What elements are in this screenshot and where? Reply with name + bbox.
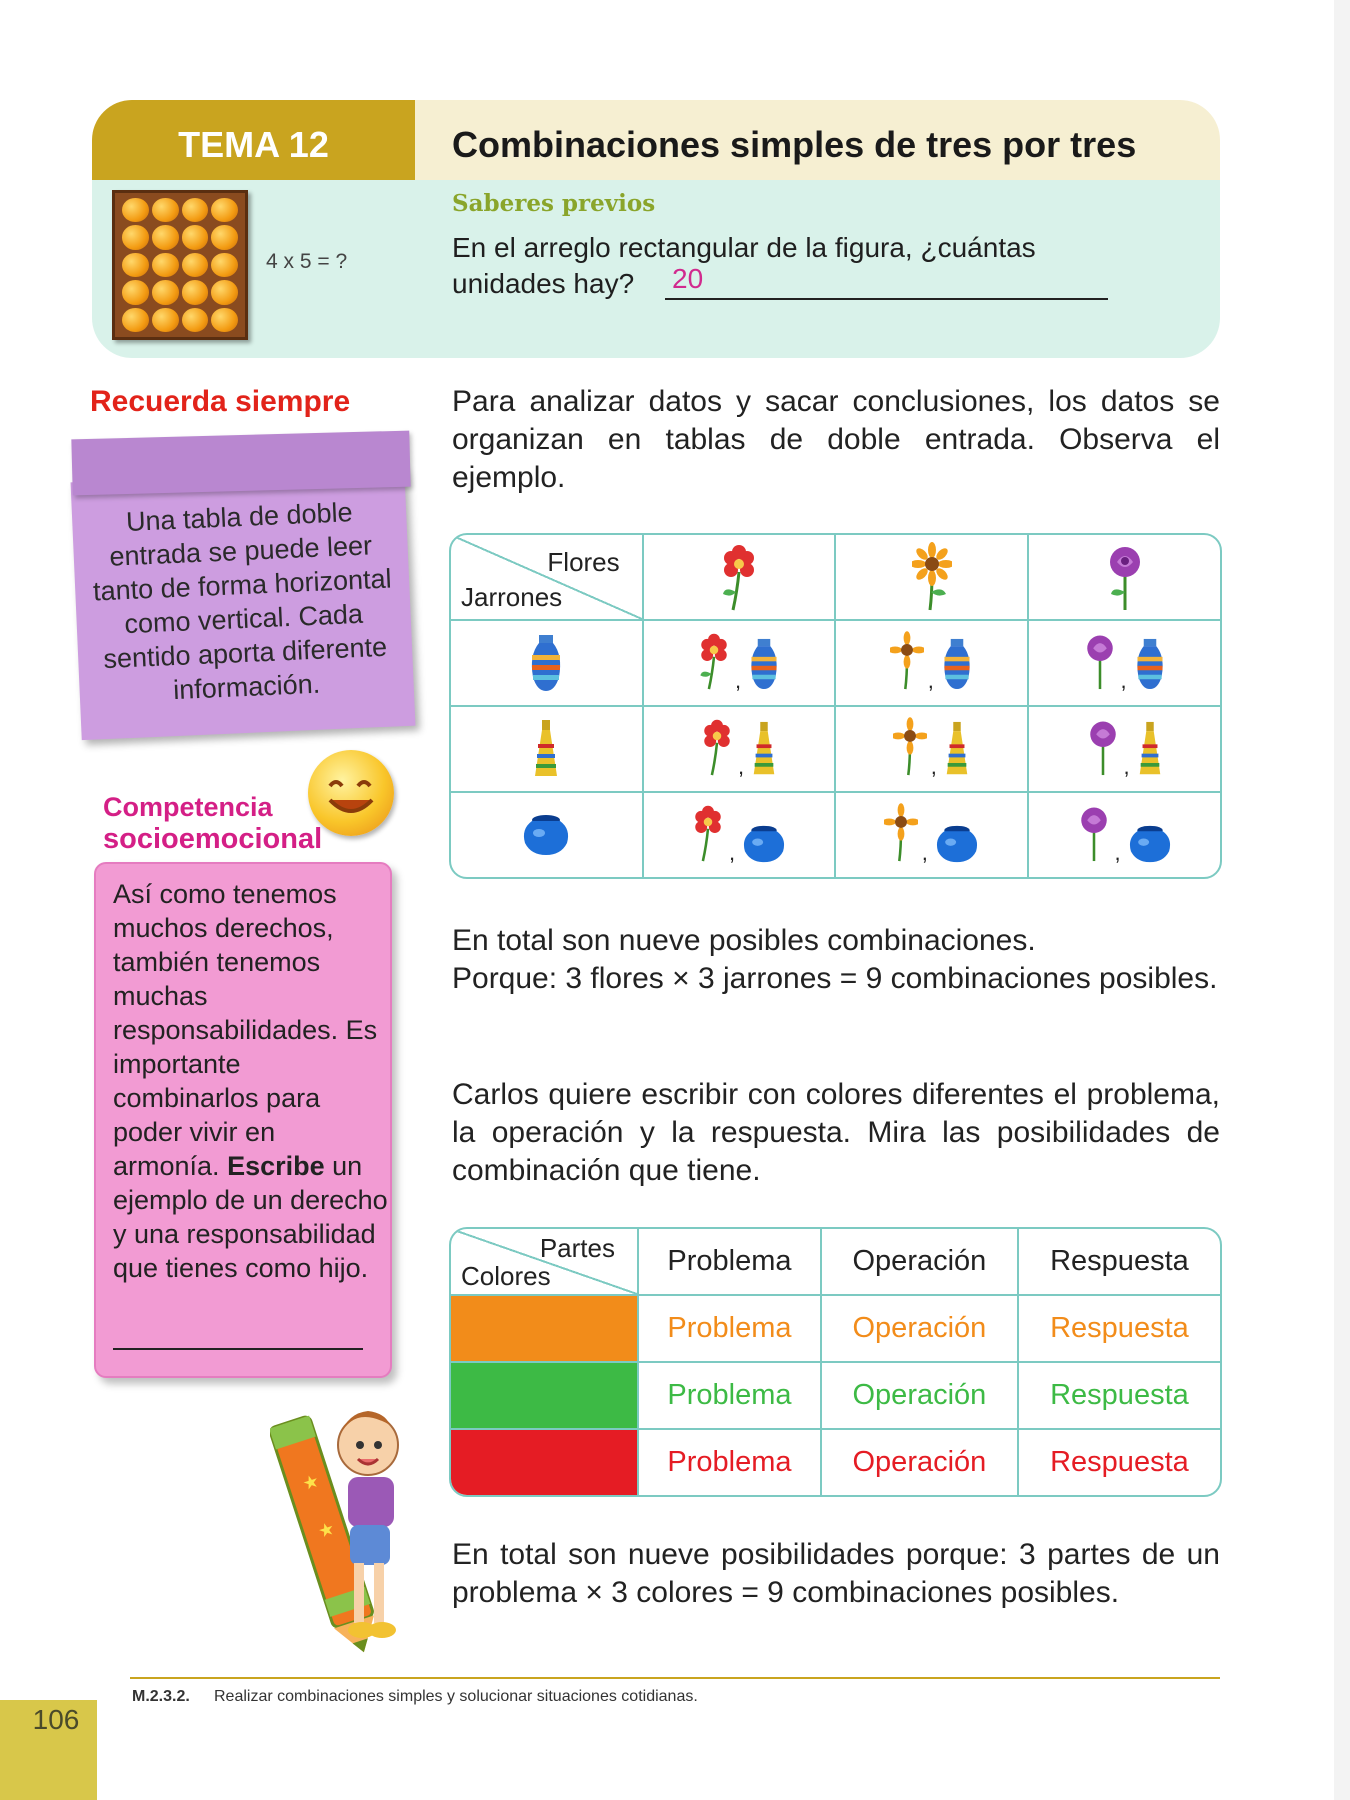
combo-cell [644, 707, 837, 793]
purple-rose-icon [1083, 630, 1117, 692]
blue-pot-icon [934, 824, 980, 864]
colors-parts-table [449, 1227, 1222, 1497]
curriculum-code: M.2.3.2. [132, 1688, 190, 1705]
sunflower-icon [893, 716, 927, 778]
blue-pot-icon [741, 824, 787, 864]
corner-bottom-label: Jarrones [461, 582, 563, 612]
multiplication-prompt: 4 x 5 = ? [266, 250, 348, 273]
sticky-note-tape [71, 431, 410, 496]
vase-header-striped [451, 621, 644, 707]
sunflower-icon [890, 630, 924, 692]
combo-cell [1029, 707, 1220, 793]
write-line[interactable] [113, 1348, 363, 1350]
column-header: Respuesta [1019, 1229, 1220, 1296]
separator: , [921, 839, 928, 865]
orange-icon [122, 280, 149, 304]
corner-bottom-label: Colores [461, 1261, 551, 1291]
red-flower-icon [700, 716, 734, 778]
bottle-vase-icon [750, 720, 778, 778]
tema-label: TEMA 12 [178, 124, 329, 165]
page-edge [1334, 0, 1350, 1800]
recuerda-title: Recuerda siempre [90, 385, 351, 418]
orange-icon [152, 225, 179, 249]
curriculum-text: Realizar combinaciones simples y solucionar situaciones cotidianas. [214, 1688, 698, 1705]
svg-text:★: ★ [300, 1470, 322, 1495]
footer-rule [130, 1677, 1220, 1679]
striped-vase-icon [940, 636, 974, 692]
corner-cell [451, 1229, 639, 1296]
separator: , [1120, 667, 1127, 693]
socioemocional-text-a: Así como tenemos muchos derechos, también tenemos muchas responsabilidades. Es importante combinarlos para poder vivir en armonía. [113, 879, 378, 1181]
flower-header-sunflower [836, 535, 1029, 621]
page-number: 106 [32, 1704, 80, 1735]
orange-icon [122, 308, 149, 332]
bottle-vase-icon [1136, 720, 1164, 778]
table-cell: Operación [822, 1296, 1019, 1363]
color-swatch-red [451, 1430, 639, 1495]
table-row [451, 1363, 1220, 1430]
table-cell: Problema [639, 1363, 822, 1430]
combo-cell [1029, 793, 1220, 877]
table-row [451, 535, 1220, 621]
page-title: Combinaciones simples de tres por tres [452, 124, 1137, 165]
purple-rose-icon [1086, 716, 1120, 778]
vase-header-pot [451, 793, 644, 877]
answer-line[interactable] [665, 298, 1108, 300]
orange-icon [211, 225, 238, 249]
table-cell: Operación [822, 1363, 1019, 1430]
bottle-vase-icon [943, 720, 971, 778]
socioemocional-text [113, 877, 388, 1285]
orange-icon [152, 280, 179, 304]
separator: , [728, 839, 736, 865]
purple-rose-icon [1105, 542, 1145, 612]
separator: , [734, 667, 742, 693]
table-cell: Respuesta [1019, 1363, 1220, 1430]
separator: , [927, 667, 934, 693]
corner-cell [451, 535, 644, 621]
column-header: Operación [822, 1229, 1019, 1296]
striped-vase-icon [747, 636, 781, 692]
red-flower-icon [697, 630, 731, 692]
orange-icon [122, 198, 149, 222]
socioemocional-bold: Escribe [227, 1151, 325, 1181]
orange-icon [152, 253, 179, 277]
color-swatch-orange [451, 1296, 639, 1363]
sunflower-icon [912, 542, 952, 612]
table-row [451, 707, 1220, 793]
orange-icon [122, 225, 149, 249]
porque-line: Porque: 3 flores × 3 jarrones = 9 combinaciones posibles. [452, 962, 1218, 995]
corner-top-label: Flores [547, 547, 620, 577]
corner-top-label: Partes [539, 1233, 615, 1263]
color-swatch-green [451, 1363, 639, 1430]
table-cell: Operación [822, 1430, 1019, 1495]
orange-icon [211, 198, 238, 222]
table-row [451, 621, 1220, 707]
striped-vase-icon [1133, 636, 1167, 692]
blue-pot-icon [521, 813, 571, 857]
red-flower-icon [691, 802, 725, 864]
sunflower-icon [884, 802, 918, 864]
orange-icon [211, 280, 238, 304]
red-flower-icon [719, 542, 759, 612]
combo-cell [836, 621, 1029, 707]
separator: , [930, 753, 937, 779]
orange-icon [182, 225, 209, 249]
saberes-question: En el arreglo rectangular de la figura, ¿cuántas unidades hay? [452, 232, 1036, 299]
table-cell: Problema [639, 1430, 822, 1495]
bottle-vase-icon [531, 718, 561, 780]
orange-icon [182, 198, 209, 222]
table-row [451, 1229, 1220, 1296]
total-paragraph-2: En total son nueve posibilidades porque: 3 partes de un problema × 3 colores = 9 combinaciones posibles. [452, 1538, 1220, 1609]
combo-cell [836, 793, 1029, 877]
flower-header-red [644, 535, 837, 621]
orange-array [122, 198, 238, 332]
competencia-subtitle: socioemocional [103, 823, 323, 855]
vase-header-bottle [451, 707, 644, 793]
separator: , [1114, 839, 1121, 865]
purple-rose-icon [1077, 802, 1111, 864]
intro-paragraph: Para analizar datos y sacar conclusiones, los datos se organizan en tablas de doble entrada. Observa el ejemplo. [452, 385, 1220, 494]
orange-icon [122, 253, 149, 277]
separator: , [1123, 753, 1130, 779]
table-cell: Problema [639, 1296, 822, 1363]
saberes-previos-label: Saberes previos [452, 190, 656, 217]
total-line: En total son nueve posibles combinaciones. [452, 924, 1036, 957]
orange-icon [182, 253, 209, 277]
svg-text:★: ★ [315, 1517, 338, 1542]
table-cell: Respuesta [1050, 1446, 1189, 1478]
flowers-vases-table [449, 533, 1222, 879]
striped-vase-icon [527, 633, 565, 693]
socioemocional-text-b: un ejemplo de un derecho y una responsabilidad que tienes como hijo. [113, 1151, 388, 1283]
table-row [451, 1430, 1220, 1495]
total-paragraph-1 [452, 922, 1220, 998]
orange-icon [152, 308, 179, 332]
carlos-paragraph: Carlos quiere escribir con colores diferentes el problema, la operación y la respuesta. Mira las posibilidades de combinación que tiene. [452, 1078, 1220, 1187]
table-cell: Respuesta [1019, 1296, 1220, 1363]
flower-header-purple [1029, 535, 1220, 621]
orange-icon [152, 198, 179, 222]
column-header: Problema [639, 1229, 822, 1296]
orange-icon [211, 308, 238, 332]
separator: , [737, 753, 745, 779]
blue-pot-icon [1127, 824, 1173, 864]
orange-icon [182, 280, 209, 304]
kid-with-crayon-illustration [270, 1395, 420, 1665]
combo-cell [644, 621, 837, 707]
sticky-note-text: Una tabla de doble entrada se puede leer tanto de forma horizontal como vertical. Cada sentido aporta diferente información. [92, 497, 393, 706]
orange-icon [211, 253, 238, 277]
handwritten-answer: 20 [672, 263, 704, 294]
competencia-title: Competencia [103, 792, 273, 822]
table-row [451, 793, 1220, 877]
combo-cell [644, 793, 837, 877]
table-row [451, 1296, 1220, 1363]
combo-cell [1029, 621, 1220, 707]
combo-cell [836, 707, 1029, 793]
orange-icon [182, 308, 209, 332]
